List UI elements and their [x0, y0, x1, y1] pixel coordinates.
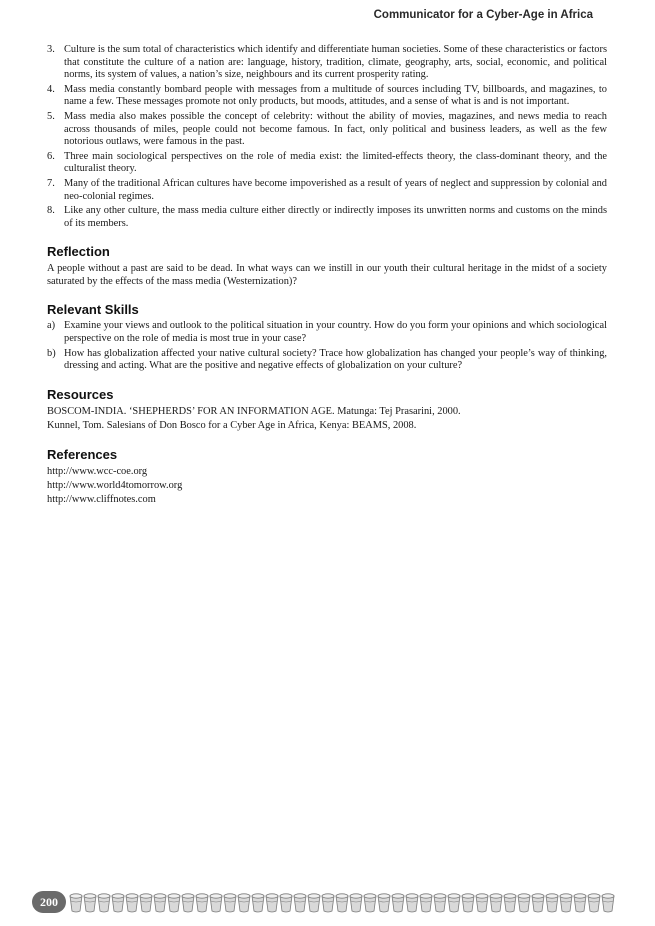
cup-icon: [462, 894, 474, 912]
cup-icon: [308, 894, 320, 912]
relevant-skills-list: [47, 320, 607, 372]
list-number: 5.: [47, 110, 55, 122]
cup-icon: [70, 894, 82, 912]
reference-link[interactable]: http://www.wcc-coe.org: [47, 465, 148, 477]
cup-icon: [476, 894, 488, 912]
cup-icon: [448, 894, 460, 912]
cup-icon: [252, 894, 264, 912]
list-item-text: Culture is the sum total of characteristics which identify and differentiate human societies. Some of these characteristics or factors that constitute the culture of a nation are: language, history, tradition, climate, geography, arts, social, economic, and political norms, its system of values, a nation’s size, neighbours and its current prosperity rating.: [64, 44, 607, 81]
cup-icon: [420, 894, 432, 912]
page-footer: [32, 889, 617, 917]
list-number: 3.: [47, 44, 55, 55]
cup-icon: [574, 894, 586, 912]
list-item-text: Many of the traditional African cultures have become impoverished as a result of years of neglect and suppression by colonial and neo-colonial regimes.: [64, 177, 607, 202]
reflection-text: A people without a past are said to be dead. In what ways can we instill in our youth their cultural heritage in the midst of a society saturated by the effects of the mass media (Westernization)?: [47, 263, 607, 288]
cup-icon: [168, 894, 180, 912]
cup-icon: [182, 894, 194, 912]
cup-icon: [378, 894, 390, 912]
cup-icon: [154, 894, 166, 912]
resources-heading: Resources: [47, 386, 114, 402]
resource-entry: BOSCOM-INDIA. ‘SHEPHERDS’ FOR AN INFORMATION AGE. Matunga: Tej Prasarini, 2000.: [47, 405, 461, 417]
cup-icon: [336, 894, 348, 912]
list-letter: a): [47, 320, 56, 332]
cup-icon: [364, 894, 376, 912]
reference-link[interactable]: http://www.cliffnotes.com: [47, 493, 156, 505]
cup-icon: [294, 894, 306, 912]
page-number-badge: 200: [32, 891, 66, 913]
list-item: [47, 205, 607, 230]
list-item: [47, 151, 607, 176]
cup-icon: [280, 894, 292, 912]
list-item: [47, 84, 607, 109]
cup-icon: [126, 894, 138, 912]
list-item-text: Examine your views and outlook to the political situation in your country. How do you form your opinions and which sociological perspective on the role of media is most true in your case?: [64, 320, 607, 344]
cup-icon: [210, 894, 222, 912]
cup-icon: [224, 894, 236, 912]
cup-icon: [588, 894, 600, 912]
cup-icon: [238, 894, 250, 912]
cup-icon: [532, 894, 544, 912]
list-number: 8.: [47, 205, 55, 217]
cup-icon: [392, 894, 404, 912]
cup-icon: [406, 894, 418, 912]
cup-icon: [518, 894, 530, 912]
page-content: [47, 44, 607, 507]
list-letter: b): [47, 347, 56, 359]
numbered-points-list: [47, 44, 607, 230]
list-item-text: Three main sociological perspectives on the role of media exist: the limited-effects theory, the class-dominant theory, and the culturalist theory.: [64, 150, 607, 175]
references-heading: References: [47, 446, 118, 462]
cup-icon: [322, 894, 334, 912]
list-number: 7.: [47, 177, 55, 189]
cup-icon: [196, 894, 208, 912]
list-item: [47, 348, 607, 373]
list-item-text: How has globalization affected your native cultural society? Trace how globalization has changed your people’s way of thinking, dressing and acting. What are the positive and negative effects of globalization on your culture?: [64, 347, 607, 372]
cup-icon: [140, 894, 152, 912]
cup-icon: [84, 894, 96, 912]
cup-icon: [490, 894, 502, 912]
decorative-cup-border: [68, 889, 616, 917]
cup-icon: [504, 894, 516, 912]
reflection-heading: Reflection: [47, 244, 110, 260]
cup-icon: [546, 894, 558, 912]
cup-icon: [560, 894, 572, 912]
list-item: [47, 44, 607, 82]
list-item: [47, 178, 607, 203]
list-item: [47, 111, 607, 149]
list-number: 4.: [47, 83, 55, 95]
running-head-title: Communicator for a Cyber-Age in Africa: [373, 9, 593, 21]
cup-icon: [98, 894, 110, 912]
list-item-text: Like any other culture, the mass media culture either directly or indirectly imposes its unwritten norms and customs on the minds of its members.: [64, 205, 607, 229]
resource-entry: Kunnel, Tom. Salesians of Don Bosco for a Cyber Age in Africa, Kenya: BEAMS, 2008.: [47, 419, 417, 431]
relevant-skills-heading: Relevant Skills: [47, 302, 139, 318]
cup-icon: [434, 894, 446, 912]
cup-icon: [266, 894, 278, 912]
list-item-text: Mass media also makes possible the concept of celebrity: without the ability of movies, magazines, and news media to reach across thousands of miles, people could not become famous. In fact, only political and business leaders, as well as the few notorious outlaws, were famous in the past.: [64, 110, 607, 148]
list-item: [47, 320, 607, 345]
reference-link[interactable]: http://www.world4tomorrow.org: [47, 479, 183, 491]
list-item-text: Mass media constantly bombard people with messages from a multitude of sources including TV, billboards, and magazines, to name a few. These messages promote not only products, but moods, attitudes, and a sense of what is and is not important.: [64, 83, 607, 108]
cup-icon: [350, 894, 362, 912]
cup-icon: [112, 894, 124, 912]
cup-icon: [602, 894, 614, 912]
list-number: 6.: [47, 150, 55, 162]
